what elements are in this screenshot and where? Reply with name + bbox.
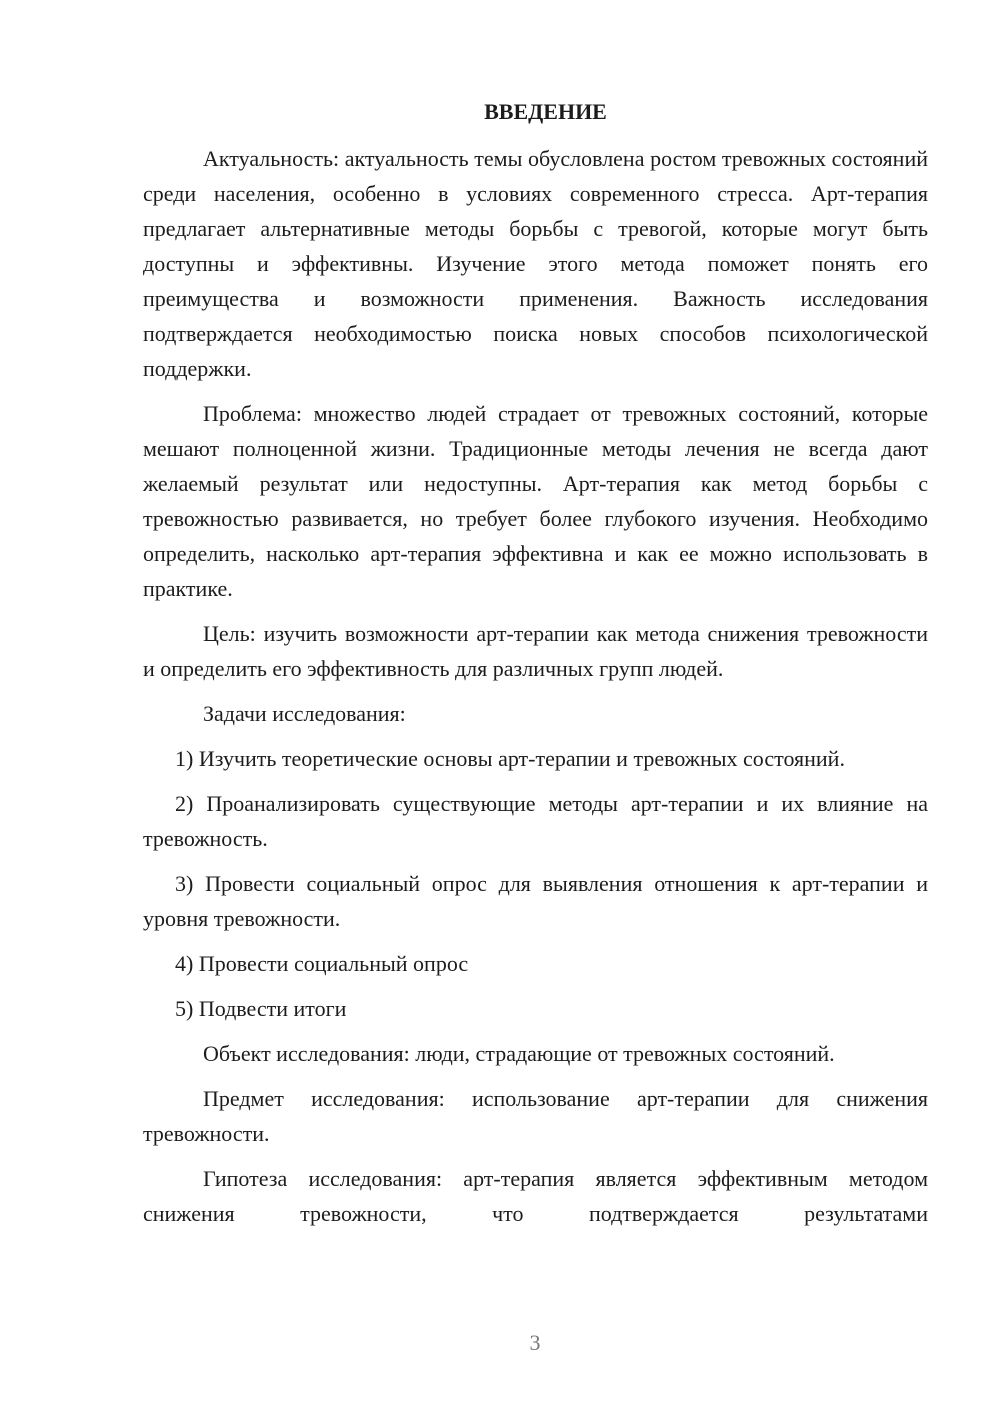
task-item-3: 3) Провести социальный опрос для выявления отношения к арт-терапии и уровня тревожности. xyxy=(143,871,928,931)
object-paragraph: Объект исследования: люди, страдающие от тревожных состояний. xyxy=(203,1041,835,1066)
tasks-heading: Задачи исследования: xyxy=(203,701,406,726)
document-body xyxy=(143,94,928,1241)
subject-paragraph: Предмет исследования: использование арт-терапии для снижения тревожности. xyxy=(143,1086,928,1146)
hypothesis-paragraph: Гипотеза исследования: арт-терапия является эффективным методом снижения тревожности, что подтверждается результатами xyxy=(143,1166,928,1226)
task-item-1: 1) Изучить теоретические основы арт-терапии и тревожных состояний. xyxy=(175,746,845,771)
section-title: ВВЕДЕНИЕ xyxy=(484,99,607,124)
task-item-4: 4) Провести социальный опрос xyxy=(175,951,469,976)
relevance-paragraph: Актуальность: актуальность темы обусловлена ростом тревожных состояний среди населения, особенно в условиях современного стресса. Арт-терапия предлагает альтернативные методы борьбы с тревогой, которые могут быть доступны и эффективны. Изучение этого метода поможет понять его преимущества и возможности применения. Важность исследования подтверждается необходимостью поиска новых способов психологической поддержки. xyxy=(143,146,928,381)
task-item-5: 5) Подвести итоги xyxy=(175,996,347,1021)
problem-paragraph: Проблема: множество людей страдает от тревожных состояний, которые мешают полноценной жизни. Традиционные методы лечения не всегда дают желаемый результат или недоступны. Арт-терапия как метод борьбы с тревожностью развивается, но требует более глубокого изучения. Необходимо определить, насколько арт-терапия эффективна и как ее можно использовать в практике. xyxy=(143,401,928,601)
task-item-2: 2) Проанализировать существующие методы арт-терапии и их влияние на тревожность. xyxy=(143,791,928,851)
page-number: 3 xyxy=(529,1330,541,1355)
goal-paragraph: Цель: изучить возможности арт-терапии как метода снижения тревожности и определить его эффективность для различных групп людей. xyxy=(143,621,928,681)
